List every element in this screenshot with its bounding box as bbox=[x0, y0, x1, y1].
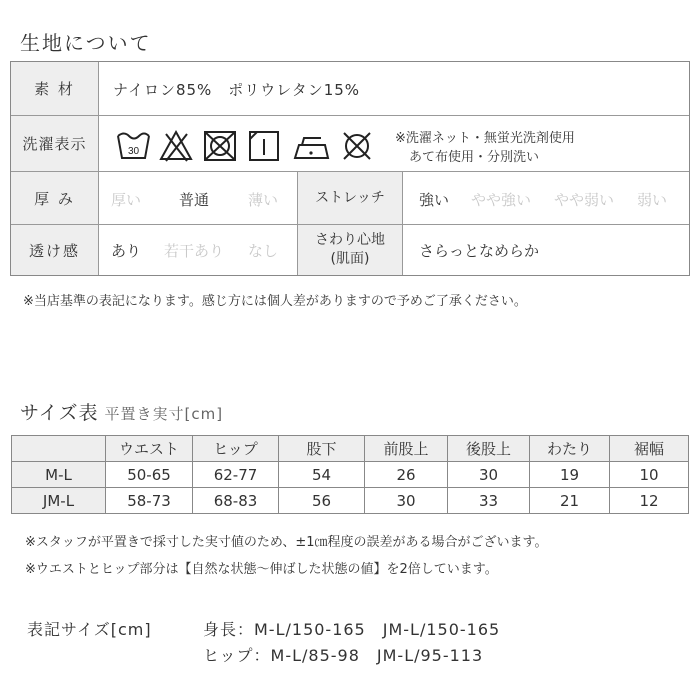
care-symbols bbox=[115, 128, 385, 164]
table-cell: 12 bbox=[610, 488, 689, 514]
stretch-option-somewhat-strong: やや強い bbox=[471, 191, 532, 209]
size-note-measurement-error: ※スタッフが平置きで採寸した実寸値のため、±1㎝程度の誤差がある場合がございます。 bbox=[25, 535, 548, 550]
stretch-header bbox=[297, 172, 403, 224]
table-cell: 10 bbox=[610, 462, 689, 488]
size-table bbox=[11, 435, 689, 514]
stretch-option-weak: 弱い bbox=[637, 191, 668, 209]
size-col-header-front-rise: 前股上 bbox=[365, 436, 448, 462]
stretch-option-somewhat-weak: やや弱い bbox=[554, 191, 615, 209]
no-tumble-dry-icon bbox=[205, 132, 235, 160]
table-cell: 21 bbox=[530, 488, 610, 514]
table-row bbox=[12, 462, 689, 488]
spec-hip: ヒップ：M-L/85-98 JM-L/95-113 bbox=[203, 646, 484, 665]
care-row bbox=[11, 115, 689, 171]
sheer-option-none: なし bbox=[248, 242, 279, 260]
table-cell: 58-73 bbox=[106, 488, 193, 514]
touch-value: さらっとなめらか bbox=[419, 242, 540, 260]
size-col-header-hem-width: 裾幅 bbox=[610, 436, 689, 462]
iron-low-icon bbox=[295, 138, 328, 158]
stretch-header-label: ストレッチ bbox=[315, 189, 385, 206]
size-section-title bbox=[20, 398, 223, 425]
fabric-table bbox=[10, 61, 690, 276]
wash-30-icon bbox=[118, 134, 149, 159]
size-row-label: JM-L bbox=[12, 488, 106, 514]
care-note-line1: ※洗濯ネット・無蛍光洗剤使用 bbox=[395, 131, 575, 146]
drip-dry-shade-icon bbox=[250, 132, 278, 160]
table-cell: 19 bbox=[530, 462, 610, 488]
sheer-touch-row bbox=[11, 224, 689, 275]
table-cell: 26 bbox=[365, 462, 448, 488]
care-note-line2: あて布使用・分別洗い bbox=[409, 150, 540, 165]
table-cell: 33 bbox=[448, 488, 530, 514]
table-cell: 62-77 bbox=[193, 462, 279, 488]
material-header: 素 材 bbox=[11, 62, 99, 115]
size-col-header-hip: ヒップ bbox=[193, 436, 279, 462]
thickness-option-normal: 普通 bbox=[179, 191, 210, 209]
size-table-header-row bbox=[12, 436, 689, 462]
size-title-text: サイズ表 bbox=[20, 402, 99, 424]
care-note bbox=[395, 129, 575, 167]
spec-size-label: 表記サイズ[cm] bbox=[27, 620, 152, 639]
table-cell: 68-83 bbox=[193, 488, 279, 514]
size-col-header-inseam: 股下 bbox=[279, 436, 365, 462]
thickness-option-thin: 薄い bbox=[248, 191, 279, 209]
table-row bbox=[12, 488, 689, 514]
stretch-option-strong: 強い bbox=[419, 191, 450, 209]
thickness-header: 厚 み bbox=[11, 172, 99, 224]
fabric-section-title: 生地について bbox=[20, 31, 152, 55]
care-header: 洗濯表示 bbox=[11, 116, 99, 171]
size-col-header-waist: ウエスト bbox=[106, 436, 193, 462]
no-dry-clean-icon bbox=[344, 133, 370, 159]
wash-temp-label: 30 bbox=[127, 146, 140, 157]
size-subtitle: 平置き実寸[cm] bbox=[104, 405, 224, 423]
size-col-header-back-rise: 後股上 bbox=[448, 436, 530, 462]
no-bleach-icon bbox=[161, 132, 191, 161]
table-cell: 56 bbox=[279, 488, 365, 514]
table-cell: 30 bbox=[365, 488, 448, 514]
size-col-header-blank bbox=[12, 436, 106, 462]
size-note-waist-hip: ※ウエストとヒップ部分は【自然な状態〜伸ばした状態の値】を2倍しています。 bbox=[25, 562, 498, 577]
sheer-option-yes: あり bbox=[111, 242, 142, 260]
table-cell: 50-65 bbox=[106, 462, 193, 488]
sheer-option-slight: 若干あり bbox=[164, 242, 225, 260]
size-row-label: M-L bbox=[12, 462, 106, 488]
material-row bbox=[11, 62, 689, 115]
touch-header-line1: さわり心地 bbox=[315, 232, 385, 248]
thickness-option-thick: 厚い bbox=[111, 191, 142, 209]
touch-header-line2: (肌面) bbox=[330, 251, 370, 267]
thickness-stretch-row bbox=[11, 171, 689, 224]
fabric-note: ※当店基準の表記になります。感じ方には個人差がありますので予めご了承ください。 bbox=[23, 294, 527, 309]
material-value: ナイロン85% ポリウレタン15% bbox=[113, 81, 361, 99]
sheer-header: 透け感 bbox=[11, 225, 99, 275]
table-cell: 30 bbox=[448, 462, 530, 488]
table-cell: 54 bbox=[279, 462, 365, 488]
size-col-header-thigh: わたり bbox=[530, 436, 610, 462]
spec-height: 身長：M-L/150-165 JM-L/150-165 bbox=[203, 620, 501, 639]
touch-header bbox=[297, 225, 403, 275]
